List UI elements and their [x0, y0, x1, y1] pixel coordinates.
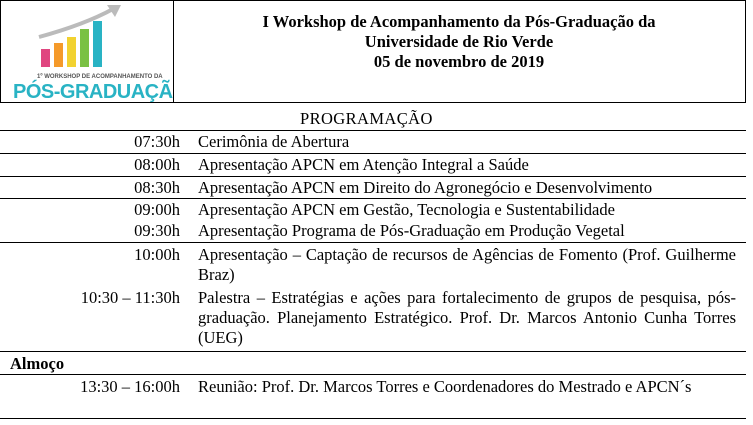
desc-0: Cerimônia de Abertura — [198, 132, 350, 151]
logo-bar-yellow — [67, 37, 76, 67]
logo-bar-orange — [54, 43, 63, 67]
almoco-label: Almoço — [10, 354, 65, 373]
time-4: 09:30h — [134, 221, 180, 240]
time-1: 08:00h — [134, 155, 180, 174]
divider — [0, 153, 746, 154]
title-line-3: 05 de novembro de 2019 — [373, 52, 545, 71]
divider — [0, 242, 746, 243]
title-line-2: Universidade de Rio Verde — [364, 32, 554, 51]
event-title — [173, 1, 745, 102]
divider — [0, 374, 746, 375]
logo-main: PÓS-GRADUAÇÃO — [13, 81, 173, 102]
logo-bar-green — [80, 29, 89, 67]
time-2: 08:30h — [134, 178, 180, 197]
desc-3: Apresentação APCN em Gestão, Tecnologia e Sustentabilidade — [198, 200, 615, 219]
desc-5: Apresentação – Captação de recursos de Agências de Fomento (Prof. Guilherme Braz) — [198, 245, 736, 284]
divider — [0, 351, 746, 352]
divider — [0, 176, 746, 177]
time-6: 10:30 – 11:30h — [80, 288, 180, 307]
divider — [0, 418, 746, 419]
workshop-logo — [1, 1, 173, 102]
desc-4: Apresentação Programa de Pós-Graduação em Produção Vegetal — [198, 221, 625, 240]
desc-1: Apresentação APCN em Atenção Integral a Saúde — [198, 155, 529, 174]
header-table — [0, 0, 746, 103]
logo-bar-teal — [93, 21, 102, 67]
logo-cell — [1, 1, 174, 102]
title-line-1: I Workshop de Acompanhamento da Pós-Graduação da — [262, 12, 656, 31]
time-5: 10:00h — [134, 245, 180, 264]
programacao-heading: PROGRAMAÇÃO — [300, 109, 433, 128]
time-0: 07:30h — [134, 132, 180, 151]
time-3: 09:00h — [134, 200, 180, 219]
divider — [0, 130, 746, 131]
time-reuniao: 13:30 – 16:00h — [80, 377, 180, 396]
desc-6: Palestra – Estratégias e ações para fortalecimento de grupos de pesquisa, pós-graduação. Planejamento Estratégico. Prof. Dr. Marcos Antonio Cunha Torres (UEG) — [198, 288, 736, 347]
logo-bar-pink — [41, 49, 50, 67]
desc-reuniao: Reunião: Prof. Dr. Marcos Torres e Coordenadores do Mestrado e APCN´s — [198, 377, 692, 396]
divider — [0, 198, 746, 199]
logo-superscript: 1º WORKSHOP DE ACOMPANHAMENTO DA — [37, 74, 163, 80]
desc-2: Apresentação APCN em Direito do Agronegócio e Desenvolvimento — [198, 178, 653, 197]
